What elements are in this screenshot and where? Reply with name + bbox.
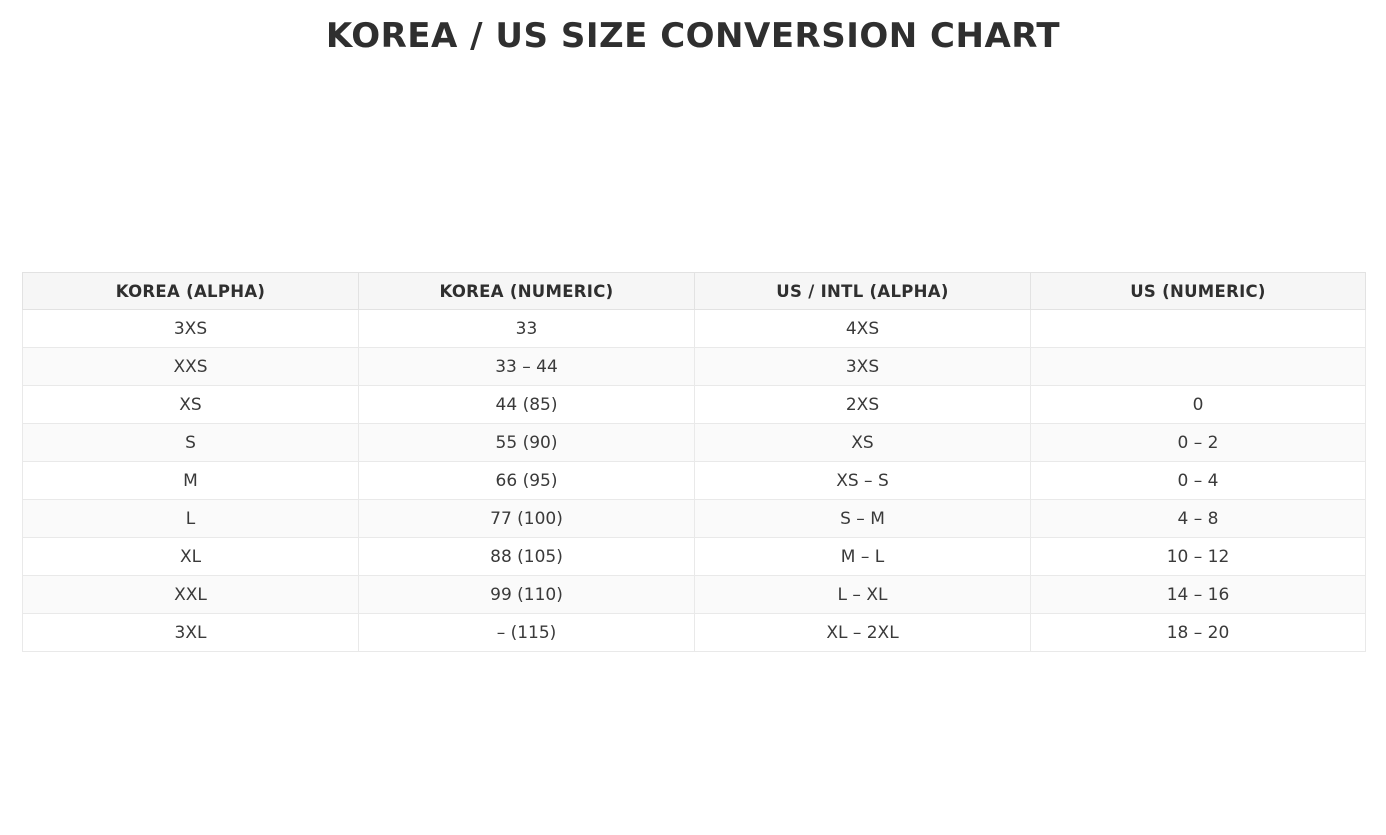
table-row xyxy=(23,614,1366,652)
cell-korea-numeric: – (115) xyxy=(359,614,695,652)
cell-korea-alpha: XXS xyxy=(23,348,359,386)
size-conversion-table-wrapper xyxy=(22,272,1365,652)
table-header xyxy=(23,273,1366,310)
cell-us-intl-alpha: M – L xyxy=(695,538,1031,576)
cell-us-intl-alpha: 4XS xyxy=(695,310,1031,348)
table-header-row xyxy=(23,273,1366,310)
column-header-us-intl-alpha: US / INTL (ALPHA) xyxy=(695,273,1031,310)
cell-us-numeric: 18 – 20 xyxy=(1031,614,1366,652)
page-title: KOREA / US SIZE CONVERSION CHART xyxy=(325,16,1061,56)
cell-korea-numeric: 88 (105) xyxy=(359,538,695,576)
cell-korea-numeric: 33 – 44 xyxy=(359,348,695,386)
cell-us-intl-alpha: XL – 2XL xyxy=(695,614,1031,652)
table-row xyxy=(23,500,1366,538)
size-conversion-table xyxy=(22,272,1366,652)
cell-us-numeric: 0 – 2 xyxy=(1031,424,1366,462)
cell-korea-alpha: M xyxy=(23,462,359,500)
cell-korea-alpha: S xyxy=(23,424,359,462)
cell-us-numeric xyxy=(1031,348,1366,386)
column-header-korea-numeric: KOREA (NUMERIC) xyxy=(359,273,695,310)
cell-us-numeric: 0 xyxy=(1031,386,1366,424)
column-header-korea-alpha: KOREA (ALPHA) xyxy=(23,273,359,310)
cell-us-intl-alpha: L – XL xyxy=(695,576,1031,614)
cell-korea-numeric: 55 (90) xyxy=(359,424,695,462)
table-row xyxy=(23,538,1366,576)
cell-korea-numeric: 44 (85) xyxy=(359,386,695,424)
cell-korea-alpha: XL xyxy=(23,538,359,576)
table-row xyxy=(23,386,1366,424)
table-row xyxy=(23,348,1366,386)
cell-us-intl-alpha: XS – S xyxy=(695,462,1031,500)
cell-korea-alpha: XS xyxy=(23,386,359,424)
cell-us-numeric: 10 – 12 xyxy=(1031,538,1366,576)
cell-us-numeric: 0 – 4 xyxy=(1031,462,1366,500)
table-row xyxy=(23,576,1366,614)
table-row xyxy=(23,310,1366,348)
cell-korea-numeric: 33 xyxy=(359,310,695,348)
cell-korea-numeric: 77 (100) xyxy=(359,500,695,538)
cell-us-intl-alpha: XS xyxy=(695,424,1031,462)
cell-korea-alpha: 3XL xyxy=(23,614,359,652)
cell-us-numeric: 4 – 8 xyxy=(1031,500,1366,538)
cell-us-numeric xyxy=(1031,310,1366,348)
cell-us-intl-alpha: 3XS xyxy=(695,348,1031,386)
cell-us-intl-alpha: 2XS xyxy=(695,386,1031,424)
column-header-us-numeric: US (NUMERIC) xyxy=(1031,273,1366,310)
cell-korea-numeric: 99 (110) xyxy=(359,576,695,614)
cell-us-numeric: 14 – 16 xyxy=(1031,576,1366,614)
table-row xyxy=(23,462,1366,500)
cell-korea-alpha: XXL xyxy=(23,576,359,614)
cell-korea-alpha: L xyxy=(23,500,359,538)
table-row xyxy=(23,424,1366,462)
cell-korea-numeric: 66 (95) xyxy=(359,462,695,500)
cell-korea-alpha: 3XS xyxy=(23,310,359,348)
table-body xyxy=(23,310,1366,652)
cell-us-intl-alpha: S – M xyxy=(695,500,1031,538)
